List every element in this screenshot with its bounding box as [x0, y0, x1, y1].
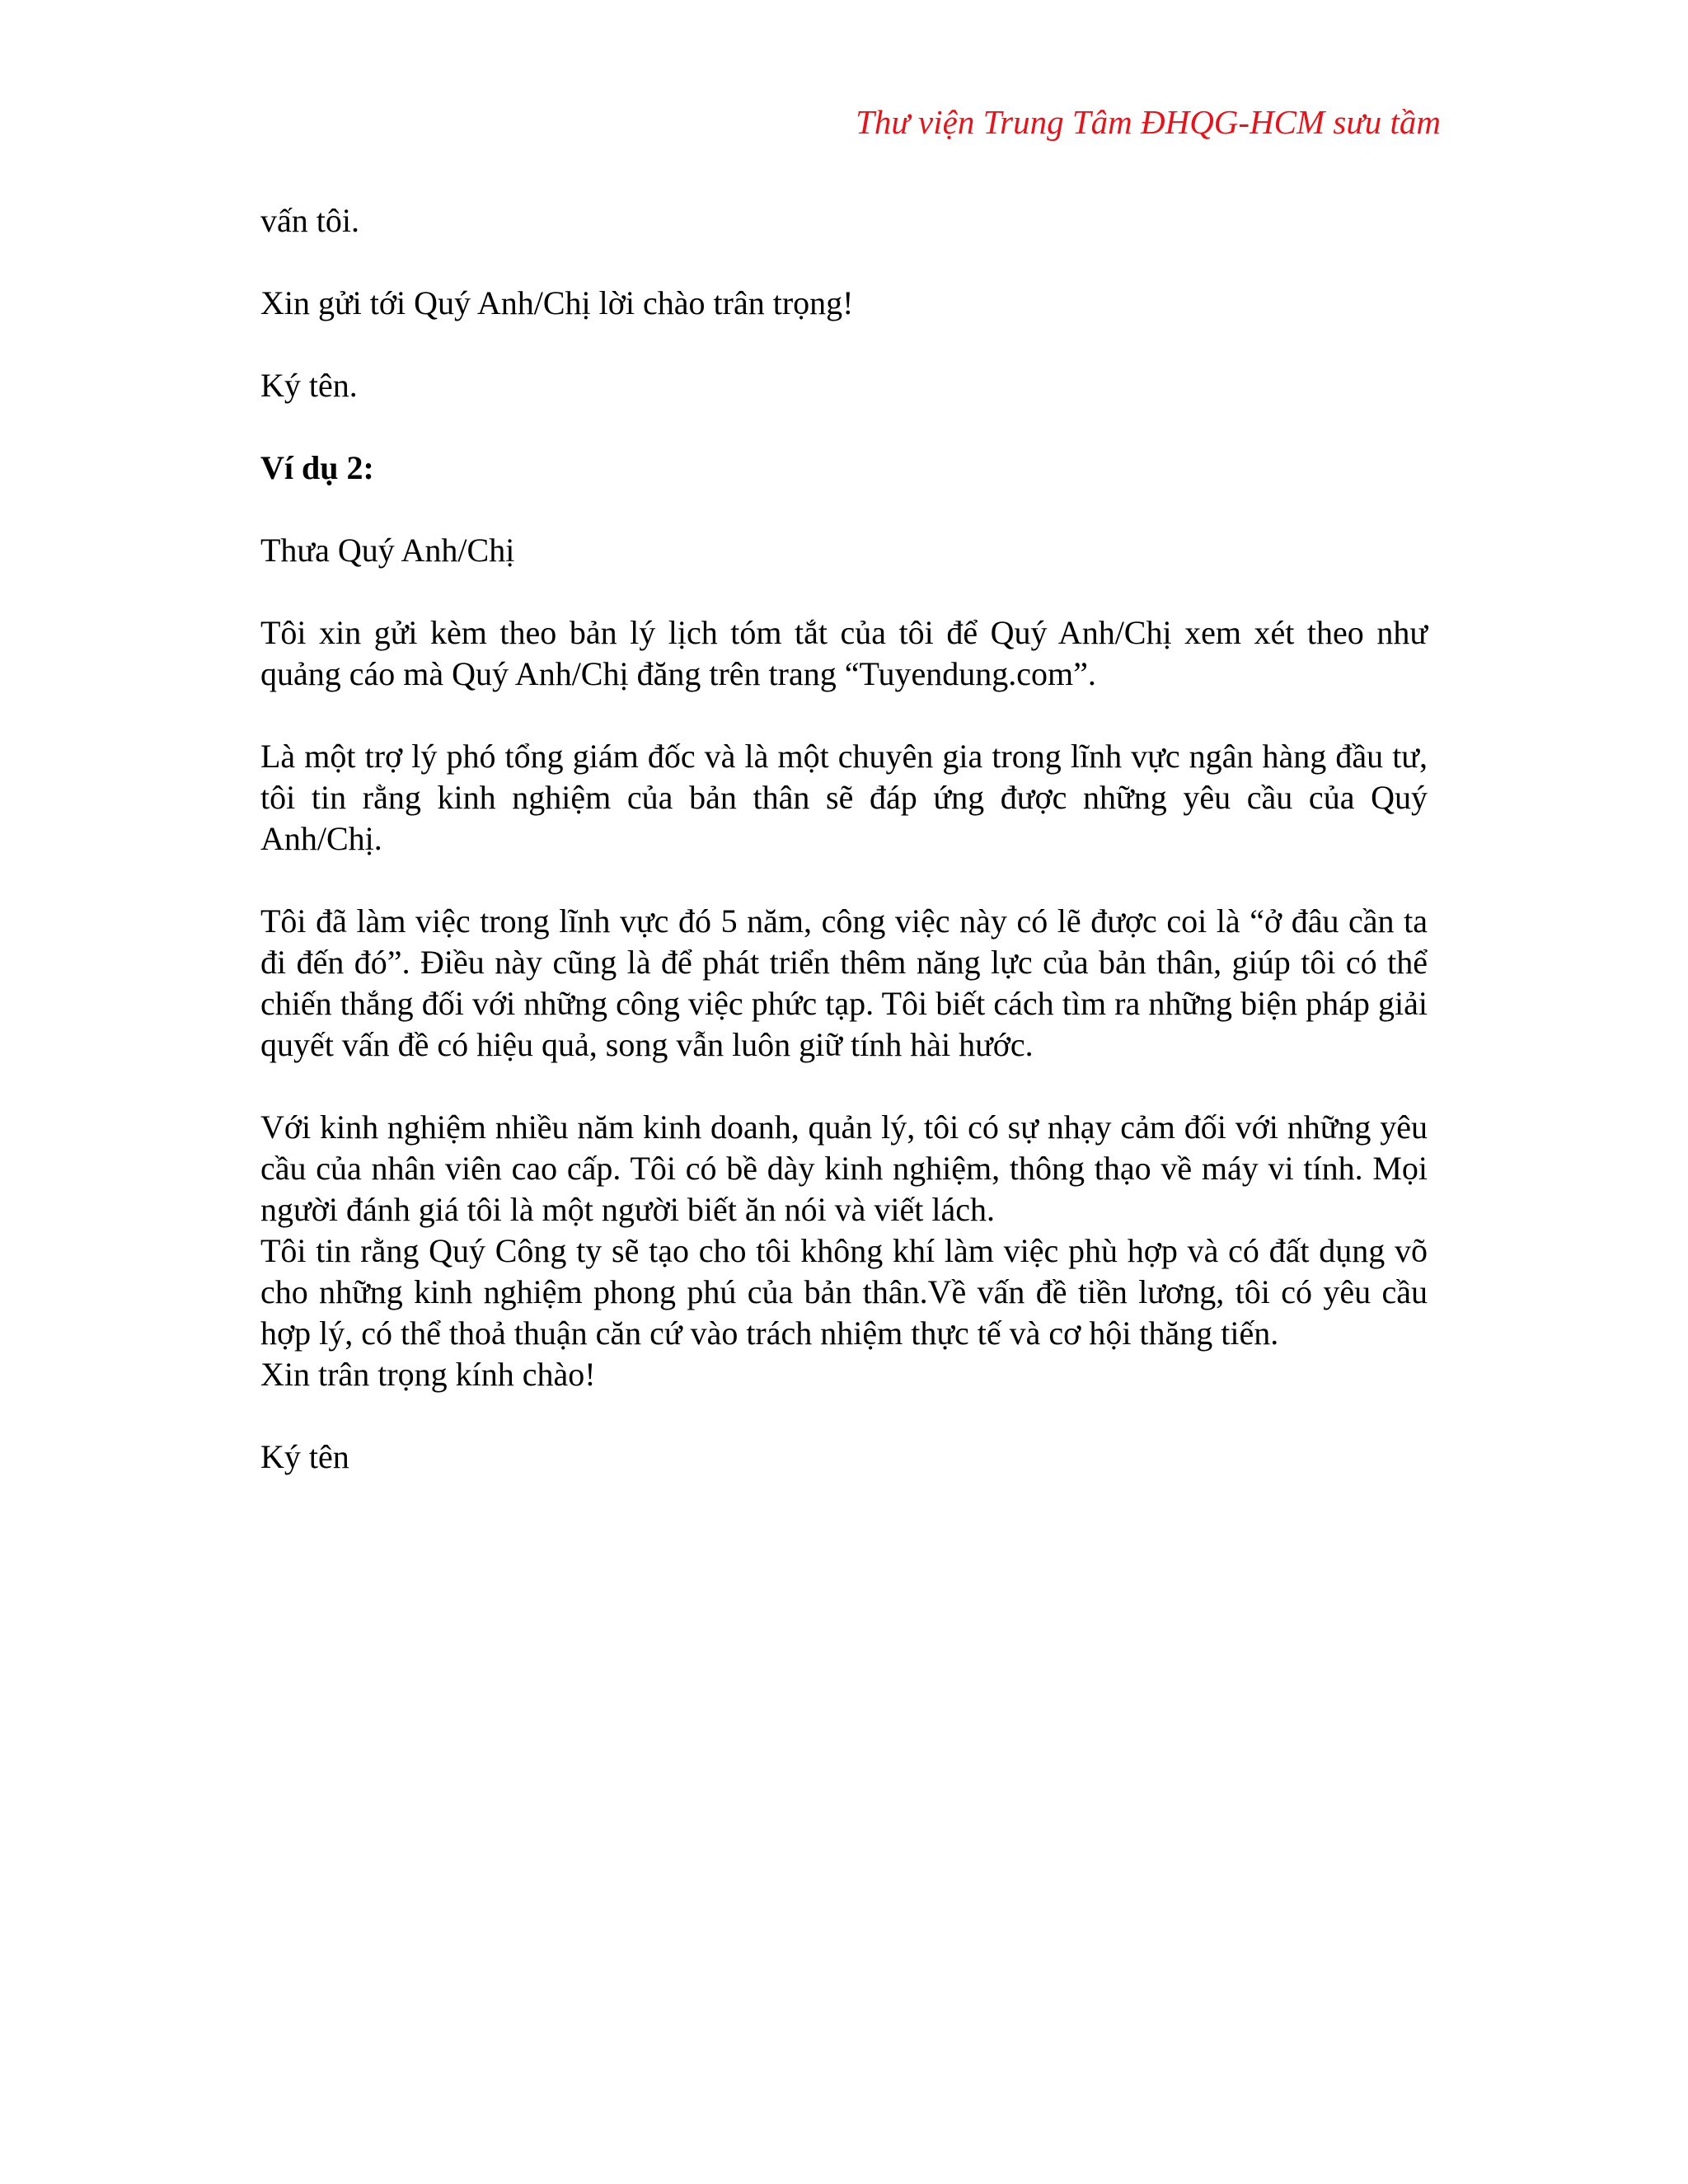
- paragraph-farewell: Xin trân trọng kính chào!: [260, 1356, 596, 1393]
- paragraph-salary: Tôi tin rằng Quý Công ty sẽ tạo cho tôi không khí làm việc phù hợp và có đất dụng võ cho những kinh nghiệm phong phú của bản thân.Về vấn đề tiền lương, tôi có yêu cầu hợp lý, có thể thoả thuận căn cứ vào trách nhiệm thực tế và cơ hội thăng tiến.: [260, 1232, 1428, 1352]
- letter-body: [260, 200, 1428, 1478]
- paragraph-signature-1: Ký tên.: [260, 367, 358, 404]
- library-source-note: Thư viện Trung Tâm ĐHQG-HCM sưu tầm: [856, 103, 1441, 141]
- paragraph-experience: Tôi đã làm việc trong lĩnh vực đó 5 năm, công việc này có lẽ được coi là “ở đâu cần ta đi đến đó”. Điều này cũng là để phát triển thêm năng lực của bản thân, giúp tôi có thể chiến thắng đối với những công việc phức tạp. Tôi biết cách tìm ra những biện pháp giải quyết vấn đề có hiệu quả, song vẫn luôn giữ tính hài hước.: [260, 902, 1428, 1063]
- paragraph-signature-2: Ký tên: [260, 1438, 349, 1475]
- paragraph-intro: Tôi xin gửi kèm theo bản lý lịch tóm tắt của tôi để Quý Anh/Chị xem xét theo như quảng cáo mà Quý Anh/Chị đăng trên trang “Tuyendung.com”.: [260, 614, 1428, 692]
- paragraph-skills: Với kinh nghiệm nhiều năm kinh doanh, quản lý, tôi có sự nhạy cảm đối với những yêu cầu của nhân viên cao cấp. Tôi có bề dày kinh nghiệm, thông thạo về máy vi tính. Mọi người đánh giá tôi là một người biết ăn nói và viết lách.: [260, 1108, 1428, 1228]
- paragraph-role: Là một trợ lý phó tổng giám đốc và là một chuyên gia trong lĩnh vực ngân hàng đầu tư, tôi tin rằng kinh nghiệm của bản thân sẽ đáp ứng được những yêu cầu của Quý Anh/Chị.: [260, 738, 1428, 857]
- paragraph-greeting-close: Xin gửi tới Quý Anh/Chị lời chào trân trọng!: [260, 284, 854, 321]
- example-heading: Ví dụ 2:: [260, 449, 374, 486]
- paragraph-closing-fragment: vấn tôi.: [260, 202, 359, 239]
- paragraph-salutation: Thưa Quý Anh/Chị: [260, 532, 515, 569]
